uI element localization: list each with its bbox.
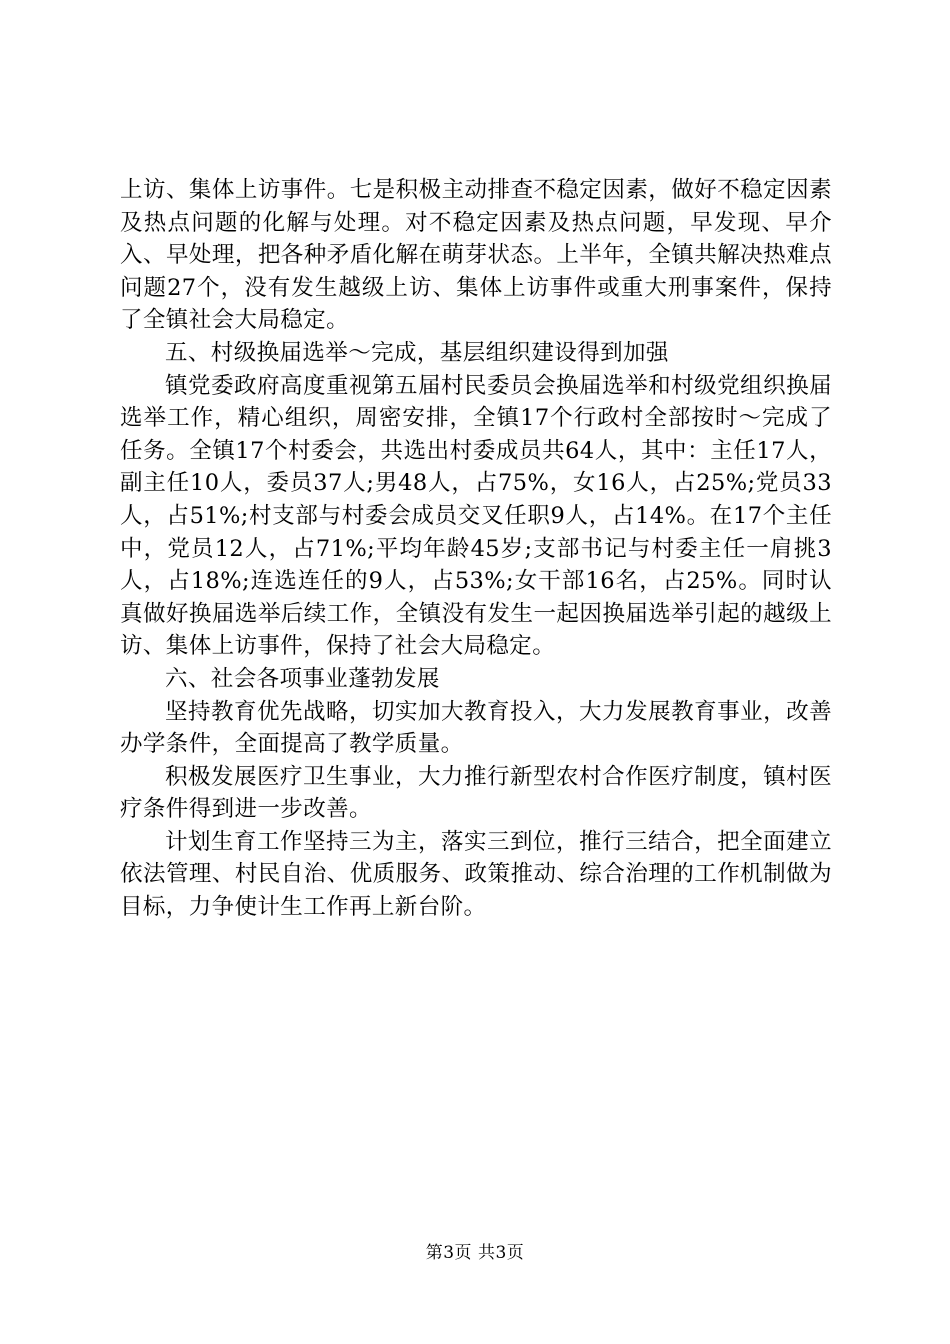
- paragraph-education: 坚持教育优先战略，切实加大教育投入，大力发展教育事业，改善办学条件，全面提高了教学质量。: [120, 698, 832, 758]
- section-heading-social-development: 六、社会各项事业蓬勃发展: [165, 665, 440, 692]
- paragraph-family-planning: 计划生育工作坚持三为主，落实三到位，推行三结合，把全面建立依法管理、村民自治、优质服务、政策推动、综合治理的工作机制做为目标，力争使计生工作再上新台阶。: [120, 828, 832, 921]
- paragraph-stability-continued: 上访、集体上访事件。七是积极主动排查不稳定因素，做好不稳定因素及热点问题的化解与处理。对不稳定因素及热点问题，早发现、早介入、早处理，把各种矛盾化解在萌芽状态。上半年，全镇共解决热难点问题27个，没有发生越级上访、集体上访事件或重大刑事案件，保持了全镇社会大局稳定。: [120, 177, 832, 334]
- document-body: [120, 174, 832, 924]
- paragraph-healthcare: 积极发展医疗卫生事业，大力推行新型农村合作医疗制度，镇村医疗条件得到进一步改善。: [120, 763, 832, 823]
- paragraph-village-elections: 镇党委政府高度重视第五届村民委员会换届选举和村级党组织换届选举工作，精心组织，周密安排，全镇17个行政村全部按时～完成了任务。全镇17个村委会，共选出村委成员共64人，其中：主任17人，副主任10人，委员37人;男48人，占75%，女16人，占25%;党员33人，占51%;村支部与村委会成员交叉任职9人，占14%。在17个主任中，党员12人，占71%;平均年龄45岁;支部书记与村委主任一肩挑3人，占18%;连选连任的9人，占53%;女干部16名，占25%。同时认真做好换届选举后续工作，全镇没有发生一起因换届选举引起的越级上访、集体上访事件，保持了社会大局稳定。: [120, 372, 832, 660]
- section-heading-village-elections: 五、村级换届选举～完成，基层组织建设得到加强: [165, 339, 669, 366]
- page-number-footer: 第3页 共3页: [425, 1243, 525, 1263]
